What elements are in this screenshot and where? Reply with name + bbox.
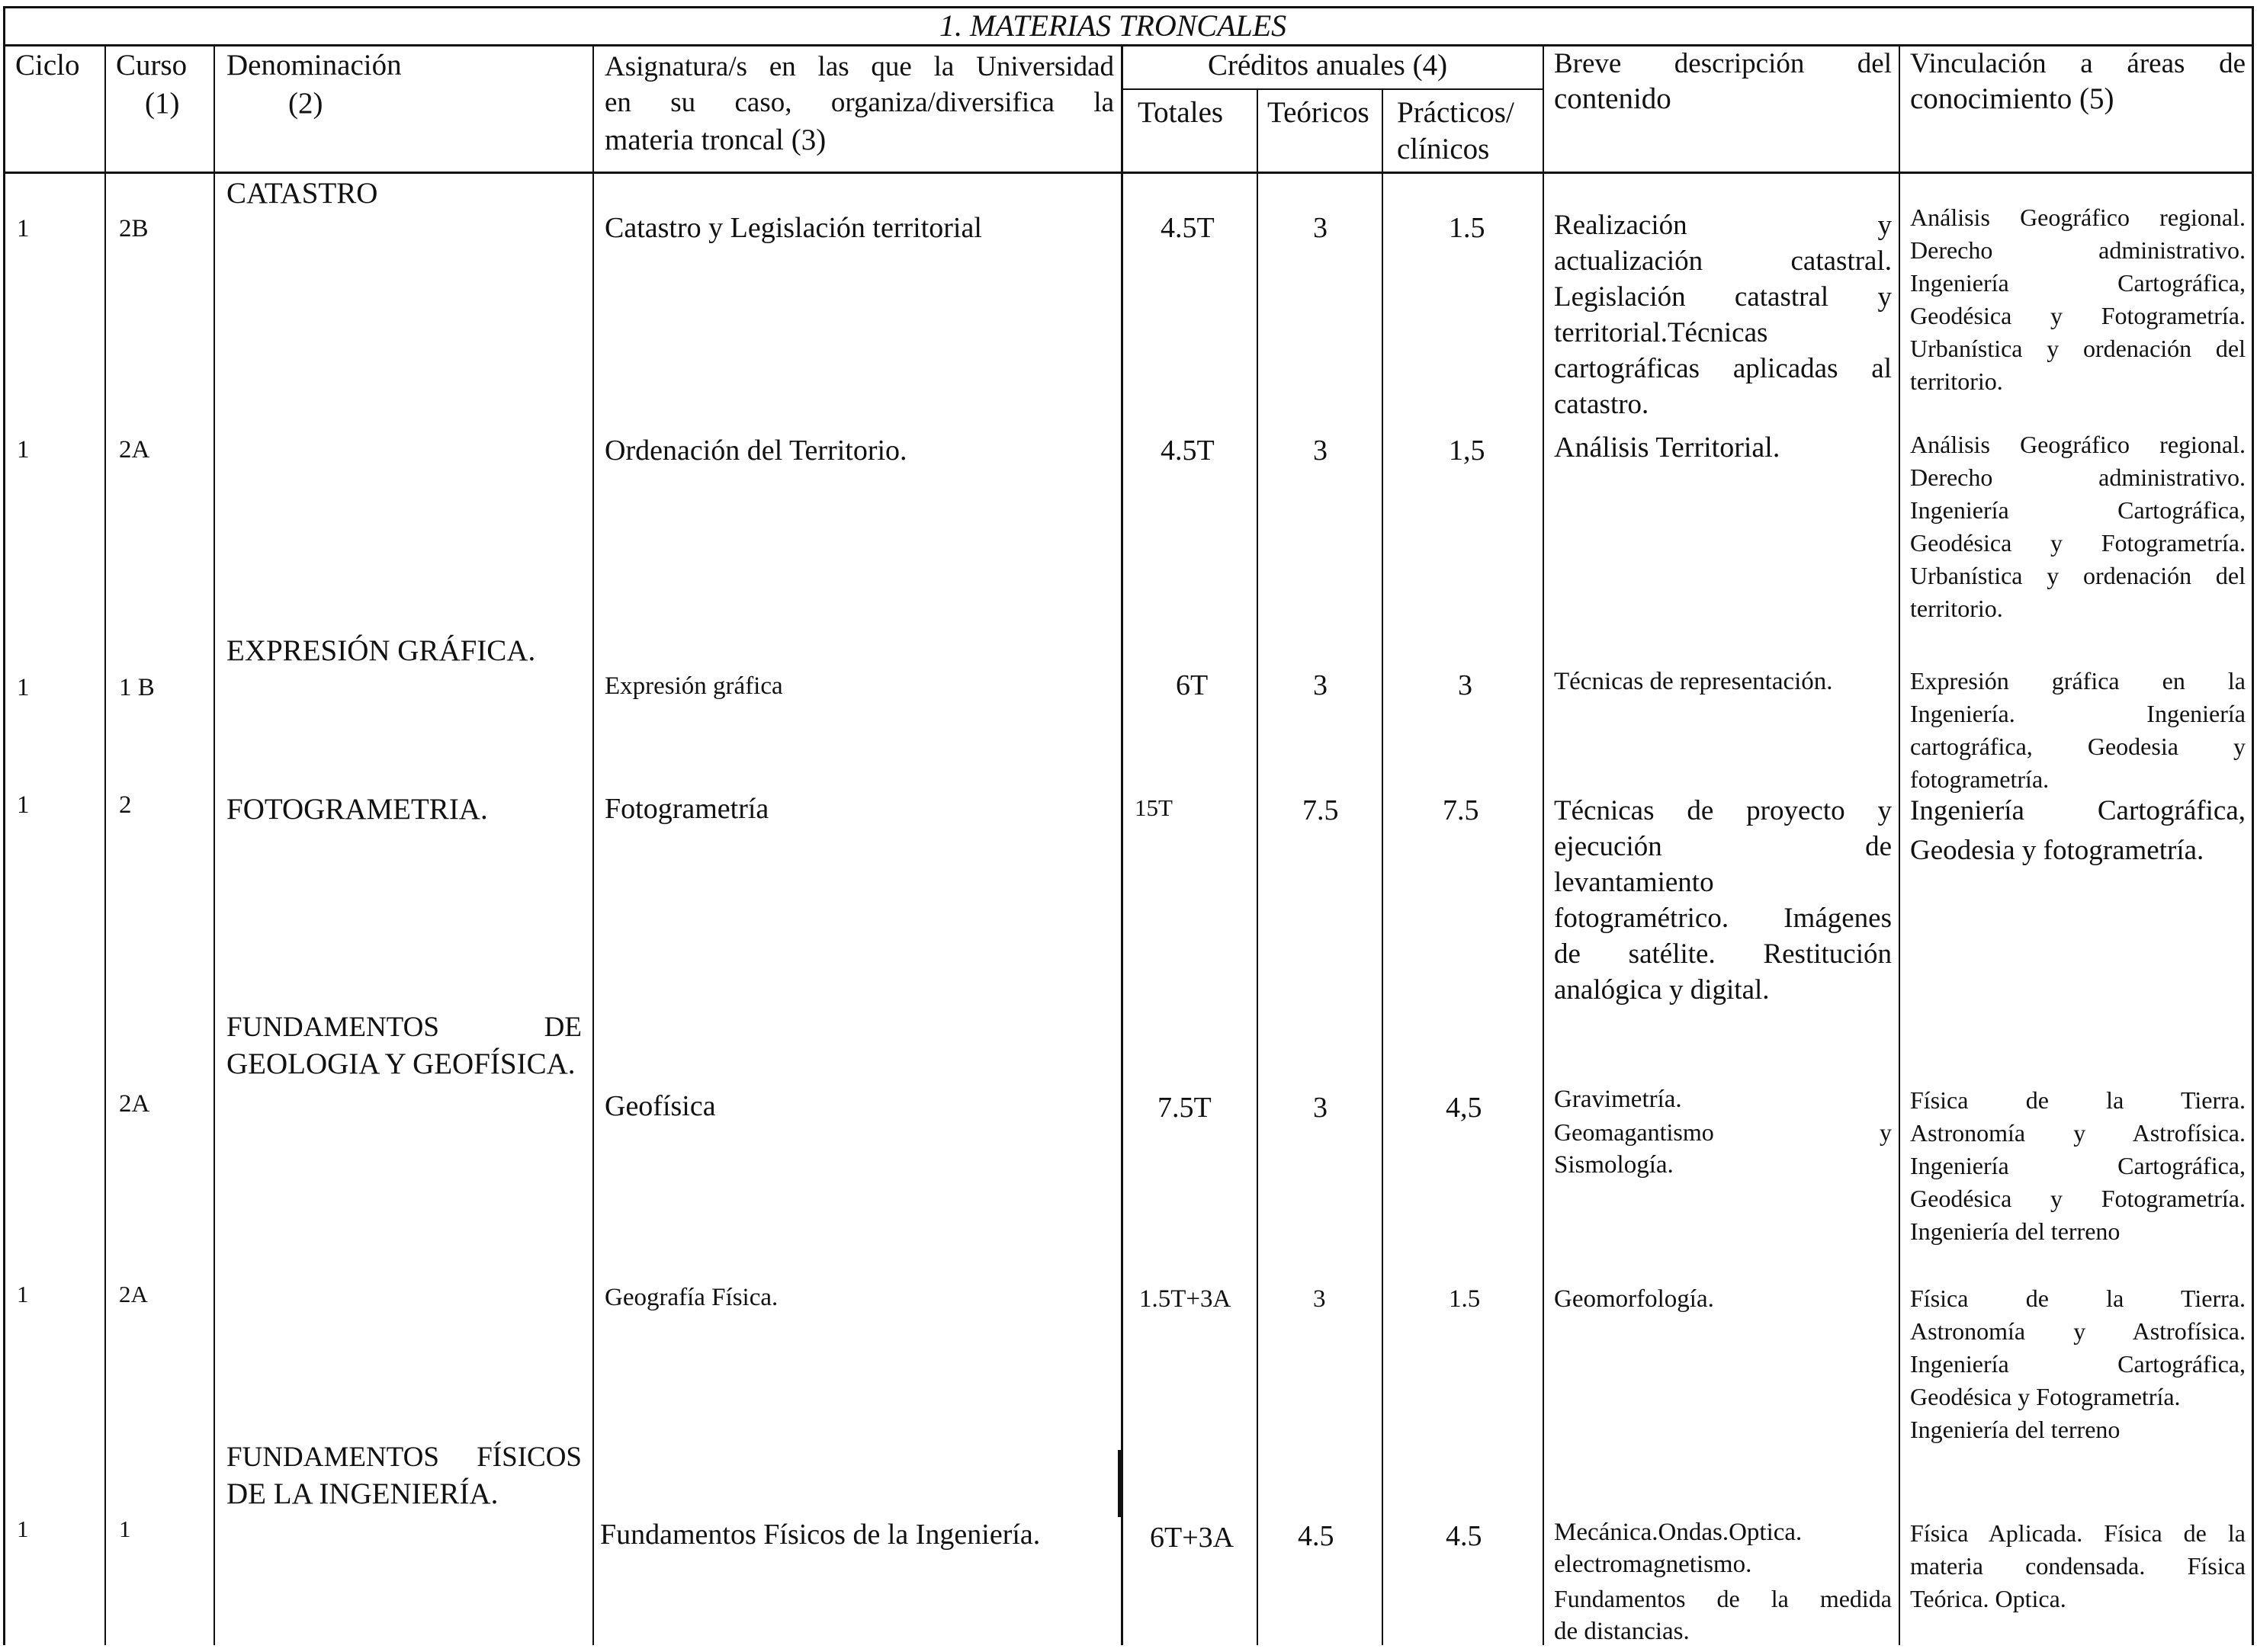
cell-teoricos: 3 <box>1313 1285 1326 1313</box>
cell-vinculacion-line-2: Astronomía y Astrofísica. <box>1910 1317 2246 1345</box>
cell-vinculacion-line-2: Derecho administrativo. <box>1910 464 2246 491</box>
cell-vinculacion-line-4: Geodésica y Fotogrametría. <box>1910 302 2246 329</box>
creditos-rule <box>1121 88 1543 90</box>
cell-vinculacion-line-1: Física de la Tierra. <box>1910 1086 2246 1114</box>
cell-vinculacion-line-3: Ingeniería Cartográfica, <box>1910 1350 2246 1378</box>
header-asignatura-line-2: en su caso, organiza/diversifica la <box>605 87 1114 118</box>
cell-descripcion-line-1: Técnicas de representación. <box>1554 668 1833 695</box>
cell-descripcion-line-4: de distancias. <box>1554 1618 1690 1645</box>
denominacion-geologia-line-2: GEOLOGIA Y GEOFÍSICA. <box>226 1047 576 1080</box>
cell-asignatura: Ordenación del Territorio. <box>605 435 907 467</box>
cell-vinculacion-line-5: Ingeniería del terreno <box>1910 1416 2121 1443</box>
cell-asignatura: Fundamentos Físicos de la Ingeniería. <box>600 1519 1041 1551</box>
cell-vinculacion-line-2: Astronomía y Astrofísica. <box>1910 1119 2246 1147</box>
cell-vinculacion-line-4: Geodésica y Fotogrametría. <box>1910 1383 2181 1410</box>
cell-descripcion-line-3: Fundamentos de la medida <box>1554 1585 1892 1612</box>
cell-teoricos: 3 <box>1313 669 1328 701</box>
cell-ciclo: 1 <box>17 791 30 819</box>
cell-vinculacion-line-5: Urbanística y ordenación del <box>1910 562 2246 589</box>
cell-practicos: 7.5 <box>1443 794 1479 826</box>
cell-vinculacion-line-2: materia condensada. Física <box>1910 1552 2246 1580</box>
cell-vinculacion-line-2: Ingeniería. Ingeniería <box>1910 700 2246 727</box>
cell-vinculacion-line-2: Geodesia y fotogrametría. <box>1910 835 2204 866</box>
header-denominacion-note: (2) <box>288 87 323 120</box>
header-asignatura-line-1: Asignatura/s en las que la Universidad <box>605 51 1114 82</box>
cell-vinculacion-line-4: Geodésica y Fotogrametría. <box>1910 529 2246 557</box>
cell-totales: 6T <box>1176 669 1209 701</box>
header-teoricos: Teóricos <box>1267 96 1369 129</box>
cell-vinculacion-line-4: Geodésica y Fotogrametría. <box>1910 1185 2246 1212</box>
cell-vinculacion-line-3: Ingeniería Cartográfica, <box>1910 496 2246 524</box>
cell-totales: 1.5T+3A <box>1139 1285 1231 1313</box>
header-totales: Totales <box>1138 96 1224 129</box>
cell-descripcion-line-1: Mecánica.Ondas.Optica. <box>1554 1519 1803 1546</box>
header-practicos-line-2: clínicos <box>1397 133 1490 165</box>
cell-practicos: 1,5 <box>1449 435 1485 467</box>
cell-ciclo: 1 <box>17 1516 29 1542</box>
cell-curso: 1 B <box>119 674 155 701</box>
cell-descripcion-line-4: territorial.Técnicas <box>1554 317 1768 348</box>
cell-descripcion-line-6: analógica y digital. <box>1554 974 1770 1006</box>
col-rule-4 <box>1121 44 1123 1645</box>
cell-totales: 7.5T <box>1157 1092 1212 1124</box>
header-curso: Curso <box>116 49 188 82</box>
cell-descripcion-line-5: de satélite. Restitución <box>1554 938 1892 970</box>
cell-teoricos: 7.5 <box>1302 794 1339 826</box>
cell-totales: 6T+3A <box>1150 1522 1234 1554</box>
denominacion-fisicos-line-2: DE LA INGENIERÍA. <box>226 1477 499 1510</box>
header-descripcion-line-2: contenido <box>1554 82 1671 115</box>
denominacion-fotogrametria: FOTOGRAMETRIA. <box>226 793 488 826</box>
cell-descripcion-line-2: Geomagantismo y <box>1554 1118 1892 1146</box>
cell-descripcion-line-5: cartográficas aplicadas al <box>1554 353 1892 384</box>
cell-vinculacion-line-3: Teórica. Optica. <box>1910 1585 2066 1612</box>
table-border-right <box>2252 6 2254 1645</box>
cell-descripcion-line-3: Legislación catastral y <box>1554 281 1892 313</box>
cell-practicos: 3 <box>1458 669 1472 701</box>
col-rule-1 <box>104 44 106 1645</box>
cell-ciclo: 1 <box>17 674 30 701</box>
denominacion-catastro: CATASTRO <box>226 177 378 210</box>
cell-descripcion-line-4: fotogramétrico. Imágenes <box>1554 903 1892 934</box>
cell-vinculacion-line-6: territorio. <box>1910 367 2003 395</box>
cell-curso: 2A <box>119 1090 150 1118</box>
cell-teoricos: 3 <box>1313 212 1328 244</box>
cell-totales: 4.5T <box>1161 435 1215 467</box>
cell-curso: 1 <box>119 1516 131 1542</box>
col-rule-3 <box>592 44 594 1645</box>
header-practicos-line-1: Prácticos/ <box>1397 96 1514 129</box>
col-rule-2 <box>214 44 215 1645</box>
cell-vinculacion-line-3: cartográfica, Geodesia y <box>1910 733 2246 760</box>
cell-asignatura: Fotogrametría <box>605 793 769 825</box>
header-curso-note: (1) <box>145 87 180 120</box>
cell-vinculacion-line-1: Análisis Geográfico regional. <box>1910 431 2246 458</box>
header-vinculacion-line-2: conocimiento (5) <box>1910 82 2114 115</box>
header-asignatura-line-3: materia troncal (3) <box>605 123 827 156</box>
denominacion-geologia-line-1: FUNDAMENTOS DE <box>226 1012 582 1043</box>
cell-vinculacion-line-3: Ingeniería Cartográfica, <box>1910 1152 2246 1179</box>
cell-ciclo: 1 <box>17 1281 29 1307</box>
header-ciclo: Ciclo <box>15 49 80 82</box>
cell-vinculacion-line-1: Física de la Tierra. <box>1910 1285 2246 1312</box>
cell-vinculacion-line-3: Ingeniería Cartográfica, <box>1910 269 2246 297</box>
cell-descripcion-line-1: Análisis Territorial. <box>1554 431 1780 464</box>
cell-descripcion-line-1: Geomorfología. <box>1554 1285 1714 1313</box>
cell-curso: 2A <box>119 436 150 464</box>
cell-descripcion-line-1: Técnicas de proyecto y <box>1554 795 1892 826</box>
cell-descripcion-line-3: Sismología. <box>1554 1151 1674 1179</box>
col-rule-7 <box>1543 44 1544 1645</box>
cell-descripcion-line-6: catastro. <box>1554 389 1649 420</box>
cell-curso: 2 <box>119 791 132 819</box>
cell-ciclo: 1 <box>17 215 30 242</box>
cell-asignatura: Expresión gráfica <box>605 672 783 700</box>
cell-practicos: 1.5 <box>1449 212 1485 244</box>
cell-descripcion-line-2: actualización catastral. <box>1554 245 1892 277</box>
cell-practicos: 4,5 <box>1446 1092 1482 1124</box>
table-border-left <box>3 6 5 1645</box>
cell-ciclo: 1 <box>17 436 30 464</box>
cell-teoricos: 3 <box>1313 435 1328 467</box>
cell-teoricos: 3 <box>1313 1092 1328 1124</box>
cell-vinculacion-line-4: fotogrametría. <box>1910 765 2050 793</box>
cell-vinculacion-line-1: Análisis Geográfico regional. <box>1910 204 2246 231</box>
cell-curso: 2B <box>119 215 149 242</box>
header-rule <box>3 172 2254 174</box>
denominacion-fisicos-line-1: FUNDAMENTOS FÍSICOS <box>226 1442 582 1473</box>
cell-descripcion-line-2: ejecución de <box>1554 831 1892 862</box>
cell-curso: 2A <box>119 1281 148 1307</box>
cell-asignatura: Geografía Física. <box>605 1284 779 1311</box>
cell-vinculacion-line-5: Urbanística y ordenación del <box>1910 335 2246 362</box>
denominacion-expresion-grafica: EXPRESIÓN GRÁFICA. <box>226 634 536 667</box>
col-rule-8 <box>1899 44 1900 1645</box>
col-rule-5 <box>1257 88 1258 1645</box>
header-descripcion-line-1: Breve descripción del <box>1554 48 1892 79</box>
cell-vinculacion-line-1: Ingeniería Cartográfica, <box>1910 795 2246 826</box>
col-rule-6 <box>1382 88 1383 1645</box>
cell-vinculacion-line-1: Física Aplicada. Física de la <box>1910 1519 2246 1547</box>
cell-vinculacion-line-1: Expresión gráfica en la <box>1910 667 2246 694</box>
cell-vinculacion-line-5: Ingeniería del terreno <box>1910 1217 2121 1245</box>
cell-practicos: 1.5 <box>1449 1285 1481 1313</box>
cell-descripcion-line-1: Gravimetría. <box>1554 1086 1682 1113</box>
cell-totales: 15T <box>1135 794 1173 821</box>
cell-practicos: 4.5 <box>1446 1520 1482 1552</box>
cell-teoricos: 4.5 <box>1298 1520 1334 1552</box>
cell-descripcion-line-3: levantamiento <box>1554 867 1714 898</box>
cell-descripcion-line-2: electromagnetismo. <box>1554 1551 1752 1578</box>
header-vinculacion-line-1: Vinculación a áreas de <box>1910 48 2246 79</box>
cell-asignatura: Catastro y Legislación territorial <box>605 212 982 244</box>
cell-descripcion-line-1: Realización y <box>1554 210 1892 241</box>
cell-totales: 4.5T <box>1161 212 1215 244</box>
table-title: 1. MATERIAS TRONCALES <box>939 8 1287 43</box>
scan-mark <box>1118 1450 1122 1517</box>
cell-asignatura: Geofísica <box>605 1090 716 1122</box>
cell-vinculacion-line-2: Derecho administrativo. <box>1910 236 2246 264</box>
header-denominacion: Denominación <box>226 49 402 82</box>
header-creditos: Créditos anuales (4) <box>1208 49 1448 82</box>
cell-vinculacion-line-6: territorio. <box>1910 595 2003 622</box>
